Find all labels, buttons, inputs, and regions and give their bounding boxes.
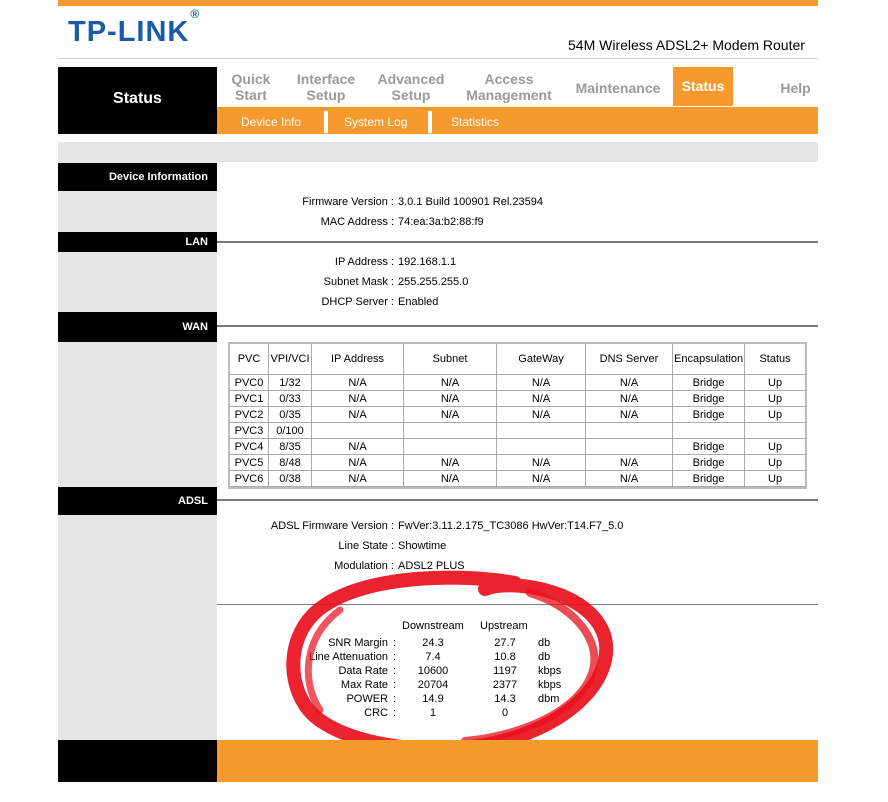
stats-label: SNR Margin xyxy=(328,637,388,649)
wan-cell-encapsulation: Bridge xyxy=(672,439,744,455)
wan-cell-gateway: N/A xyxy=(496,471,585,487)
modulation-label: Modulation : xyxy=(334,560,394,572)
adsl-firmware-row xyxy=(0,520,888,534)
wan-cell-subnet: N/A xyxy=(403,471,496,487)
lan-mask-value: 255.255.255.0 xyxy=(398,276,469,288)
col-gateway: GateWay xyxy=(496,344,585,375)
wan-cell-vpi-vci: 0/100 xyxy=(268,423,311,439)
col-pvc: PVC xyxy=(230,344,268,375)
wan-table-row xyxy=(230,471,805,487)
wan-cell-status: Up xyxy=(744,391,805,407)
stats-upstream-value: 14.3 xyxy=(494,693,516,705)
line-state-value: Showtime xyxy=(398,540,447,552)
wan-cell-encapsulation: Bridge xyxy=(672,391,744,407)
firmware-version-row xyxy=(0,196,888,210)
stats-upstream-value: 10.8 xyxy=(494,651,516,663)
stats-downstream-value: 14.9 xyxy=(422,693,444,705)
wan-cell-gateway: N/A xyxy=(496,391,585,407)
stats-label: Data Rate xyxy=(338,665,388,677)
wan-cell-ip-address: N/A xyxy=(311,407,403,423)
section-device-information: Device Information xyxy=(58,163,217,191)
stats-separator: : xyxy=(393,707,397,719)
wan-cell-gateway xyxy=(496,439,585,455)
subnav-statistics[interactable]: Statistics xyxy=(451,115,500,129)
subnav-bar xyxy=(217,107,818,134)
wan-cell-status: Up xyxy=(744,439,805,455)
wan-cell-subnet xyxy=(403,439,496,455)
wan-cell-dns-server xyxy=(585,439,672,455)
wan-cell-status: Up xyxy=(744,407,805,423)
subnav-device-info[interactable]: Device Info xyxy=(241,115,302,129)
stats-unit: db xyxy=(538,637,551,649)
adsl-divider xyxy=(217,499,818,501)
lan-dhcp-row xyxy=(0,296,888,310)
lan-ip-value: 192.168.1.1 xyxy=(398,256,457,268)
stats-header-upstream: Upstream xyxy=(480,620,528,632)
stats-separator: : xyxy=(393,637,397,649)
wan-cell-pvc: PVC4 xyxy=(230,439,268,455)
wan-cell-gateway xyxy=(496,423,585,439)
wan-cell-subnet: N/A xyxy=(403,407,496,423)
stats-upstream-value: 1197 xyxy=(493,665,517,677)
wan-cell-encapsulation: Bridge xyxy=(672,471,744,487)
col-encapsulation: Encapsulation xyxy=(672,344,744,375)
wan-table-row xyxy=(230,455,805,471)
wan-table-header xyxy=(230,344,805,375)
stats-unit: kbps xyxy=(538,679,562,691)
wan-cell-pvc: PVC2 xyxy=(230,407,268,423)
nav-quick-start[interactable]: Quick Start xyxy=(231,71,271,103)
stats-unit: dbm xyxy=(538,693,560,705)
wan-cell-gateway: N/A xyxy=(496,407,585,423)
lan-ip-label: IP Address : xyxy=(334,256,394,268)
nav-access-management[interactable]: Access Management xyxy=(466,71,552,103)
wan-cell-status xyxy=(744,423,805,439)
firmware-version-value: 3.0.1 Build 100901 Rel.23594 xyxy=(398,196,543,208)
col-subnet: Subnet xyxy=(403,344,496,375)
wan-cell-ip-address: N/A xyxy=(311,391,403,407)
nav-advanced-setup[interactable]: Advanced Setup xyxy=(377,71,445,103)
top-accent-bar xyxy=(58,0,818,6)
lan-ip-row xyxy=(0,256,888,270)
modulation-value: ADSL2 PLUS xyxy=(398,560,465,572)
wan-table-row xyxy=(230,439,805,455)
wan-cell-ip-address: N/A xyxy=(311,439,403,455)
wan-cell-dns-server: N/A xyxy=(585,407,672,423)
mac-address-label: MAC Address : xyxy=(320,216,394,228)
line-state-label: Line State : xyxy=(338,540,394,552)
wan-cell-subnet: N/A xyxy=(403,455,496,471)
wan-cell-subnet: N/A xyxy=(403,375,496,391)
lan-dhcp-label: DHCP Server : xyxy=(321,296,394,308)
stats-unit: db xyxy=(538,651,551,663)
stats-separator: : xyxy=(393,693,397,705)
tp-link-logo: TP-LINK® xyxy=(68,7,201,48)
nav-help[interactable]: Help xyxy=(780,80,811,96)
nav-status[interactable]: Status xyxy=(673,67,733,106)
adsl-firmware-value: FwVer:3.11.2.175_TC3086 HwVer:T14.F7_5.0 xyxy=(398,520,624,532)
stats-header-downstream: Downstream xyxy=(402,620,464,632)
stats-downstream-value: 1 xyxy=(429,707,437,719)
line-state-row xyxy=(0,540,888,554)
stats-upstream-value: 27.7 xyxy=(494,637,516,649)
section-adsl: ADSL xyxy=(58,487,217,515)
wan-cell-subnet xyxy=(403,423,496,439)
wan-cell-pvc: PVC3 xyxy=(230,423,268,439)
stats-label: Line Attenuation xyxy=(309,651,388,663)
adsl-firmware-label: ADSL Firmware Version : xyxy=(270,520,394,532)
wan-cell-dns-server: N/A xyxy=(585,471,672,487)
stats-separator: : xyxy=(393,651,397,663)
wan-cell-status: Up xyxy=(744,471,805,487)
wan-cell-dns-server: N/A xyxy=(585,391,672,407)
header-divider xyxy=(58,58,818,59)
wan-cell-encapsulation: Bridge xyxy=(672,407,744,423)
wan-table-row xyxy=(230,407,805,423)
wan-cell-ip-address: N/A xyxy=(311,455,403,471)
wan-table-row xyxy=(230,423,805,439)
stats-downstream-value: 7.4 xyxy=(425,651,441,663)
section-lan: LAN xyxy=(58,232,217,252)
footer-bar xyxy=(217,740,818,782)
subnav-system-log[interactable]: System Log xyxy=(344,115,408,129)
wan-cell-vpi-vci: 0/33 xyxy=(268,391,311,407)
wan-cell-subnet: N/A xyxy=(403,391,496,407)
model-name: 54M Wireless ADSL2+ Modem Router xyxy=(568,37,805,53)
red-annotation-circle xyxy=(280,565,620,765)
wan-cell-vpi-vci: 1/32 xyxy=(268,375,311,391)
wan-cell-vpi-vci: 0/35 xyxy=(268,407,311,423)
wan-cell-gateway: N/A xyxy=(496,375,585,391)
wan-cell-status: Up xyxy=(744,455,805,471)
stats-label: CRC xyxy=(364,707,388,719)
stats-separator: : xyxy=(393,679,397,691)
mac-address-value: 74:ea:3a:b2:88:f9 xyxy=(398,216,484,228)
wan-table-body xyxy=(230,375,805,487)
nav-interface-setup[interactable]: Interface Setup xyxy=(296,71,356,103)
stats-downstream-value: 10600 xyxy=(417,665,449,677)
wan-cell-gateway: N/A xyxy=(496,455,585,471)
stats-downstream-value: 24.3 xyxy=(422,637,444,649)
wan-cell-dns-server: N/A xyxy=(585,455,672,471)
wan-cell-dns-server xyxy=(585,423,672,439)
col-ip-address: IP Address xyxy=(311,344,403,375)
wan-cell-ip-address xyxy=(311,423,403,439)
stats-downstream-value: 20704 xyxy=(417,679,449,691)
stats-separator: : xyxy=(393,665,397,677)
section-wan: WAN xyxy=(58,312,217,342)
wan-cell-encapsulation: Bridge xyxy=(672,455,744,471)
wan-cell-vpi-vci: 0/38 xyxy=(268,471,311,487)
lan-mask-label: Subnet Mask : xyxy=(323,276,394,288)
footer-left xyxy=(58,740,217,782)
stats-upstream-value: 2377 xyxy=(492,679,518,691)
wan-cell-pvc: PVC5 xyxy=(230,455,268,471)
col-status: Status xyxy=(744,344,805,375)
lan-dhcp-value: Enabled xyxy=(398,296,439,308)
wan-divider xyxy=(217,325,818,327)
wan-cell-pvc: PVC0 xyxy=(230,375,268,391)
wan-cell-vpi-vci: 8/35 xyxy=(268,439,311,455)
wan-cell-pvc: PVC1 xyxy=(230,391,268,407)
subnav-separator xyxy=(324,111,328,133)
wan-cell-encapsulation xyxy=(672,423,744,439)
subnav-separator xyxy=(428,111,432,133)
stats-label: Max Rate xyxy=(340,679,388,691)
wan-table-row xyxy=(230,375,805,391)
mac-address-row xyxy=(0,216,888,230)
wan-cell-ip-address: N/A xyxy=(311,375,403,391)
wan-cell-pvc: PVC6 xyxy=(230,471,268,487)
wan-cell-encapsulation: Bridge xyxy=(672,375,744,391)
wan-table xyxy=(228,342,807,489)
stats-unit: kbps xyxy=(538,665,562,677)
wan-cell-status: Up xyxy=(744,375,805,391)
nav-maintenance[interactable]: Maintenance xyxy=(575,80,661,96)
wan-cell-vpi-vci: 8/48 xyxy=(268,455,311,471)
wan-table-row xyxy=(230,391,805,407)
lan-mask-row xyxy=(0,276,888,290)
firmware-version-label: Firmware Version : xyxy=(302,196,394,208)
lan-divider xyxy=(217,241,818,243)
content-top-bar xyxy=(58,142,818,162)
stats-upstream-value: 0 xyxy=(501,707,509,719)
wan-cell-dns-server: N/A xyxy=(585,375,672,391)
col-vpi-vci: VPI/VCI xyxy=(268,344,311,375)
stats-label: POWER xyxy=(346,693,388,705)
col-dns-server: DNS Server xyxy=(585,344,672,375)
wan-cell-ip-address: N/A xyxy=(311,471,403,487)
current-section-title: Status xyxy=(113,90,162,107)
